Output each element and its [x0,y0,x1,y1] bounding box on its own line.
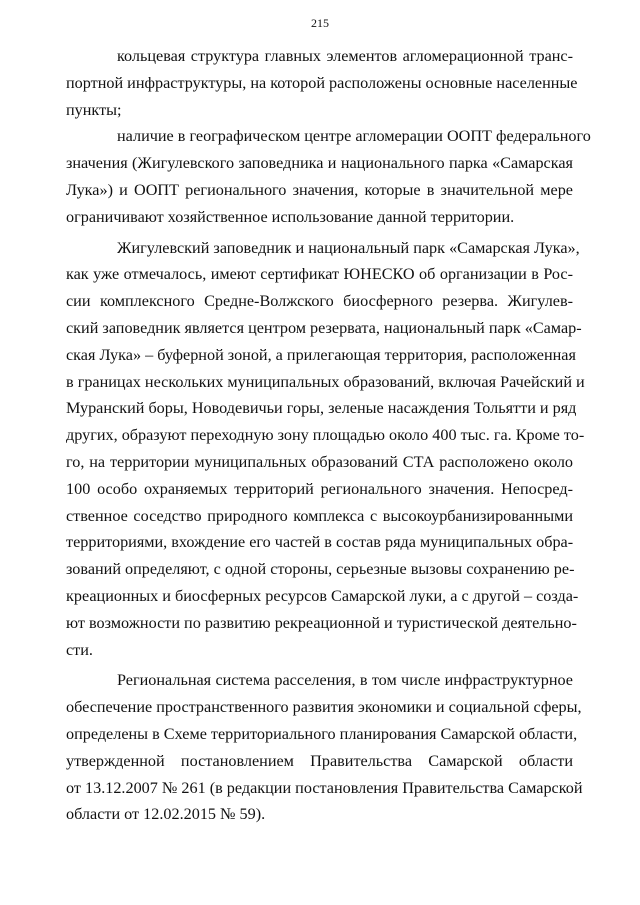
text-line: утвержденной постановлением Правительства Самарской области [66,751,573,770]
text-line: Лука») и ООПТ регионального значения, которые в значительной мере [66,180,573,199]
text-line: значения (Жигулевского заповедника и национального парка «Самарская [66,154,573,173]
text-line: креационных и биосферных ресурсов Самарской луки, а с другой – созда- [66,586,579,605]
text-line: пункты; [66,100,122,119]
text-line: Региональная система расселения, в том числе инфраструктурное [117,671,573,690]
text-line: территориями, вхождение его частей в состав ряда муниципальных обра- [66,533,574,552]
paragraph-ring-structure [66,43,578,123]
text-line: обеспечение пространственного развития экономики и социальной сферы, [66,698,582,717]
text-line: ственное соседство природного комплекса с высокоурбанизированными [66,506,573,525]
text-line: кольцевая структура главных элементов агломерационной транс- [117,47,573,65]
text-line: области от 12.02.2015 № 59). [66,805,266,824]
text-line: 100 особо охраняемых территорий регионального значения. Непосред- [66,479,573,498]
text-line: других, образуют переходную зону площадью около 400 тыс. га. Кроме то- [66,426,585,445]
text-line: от 13.12.2007 № 261 (в редакции постановления Правительства Самарской [66,778,583,797]
text-line: определены в Схеме территориального планирования Самарской области, [66,724,578,743]
page-number: 215 [311,16,329,30]
text-line: в границах нескольких муниципальных образований, включая Рачейский и [66,372,585,391]
text-line: зований определяют, с одной стороны, серьезные вызовы сохранению ре- [66,560,575,579]
text-line: как уже отмечалось, имеют сертификат ЮНЕСКО об организации в Рос- [66,265,573,284]
paragraph-biosphere-reserve [66,235,585,664]
text-line: Жигулевский заповедник и национальный парк «Самарская Лука», [117,238,580,257]
text-line: ская Лука» – буферной зоной, а прилегающая территория, расположенная [66,345,576,364]
text-line: ограничивают хозяйственное использование данной территории. [66,207,515,226]
text-line: сти. [66,640,93,659]
text-line: портной инфраструктуры, на которой расположены основные населенные [66,73,578,92]
text-line: ский заповедник является центром резервата, национальный парк «Самар- [66,318,582,337]
text-line: Муранский боры, Новодевичьи горы, зеленые насаждения Тольятти и ряд [66,399,577,418]
text-line: наличие в географическом центре агломерации ООПТ федерального [117,127,591,146]
text-line: го, на территории муниципальных образований СТА расположено около [66,452,573,471]
document-body [66,43,591,828]
paragraph-protected-areas [66,123,591,230]
paragraph-settlement-system [66,667,583,828]
text-line: сии комплексного Средне-Волжского биосферного резерва. Жигулев- [66,292,573,311]
text-line: ют возможности по развитию рекреационной и туристической деятельно- [66,613,577,632]
